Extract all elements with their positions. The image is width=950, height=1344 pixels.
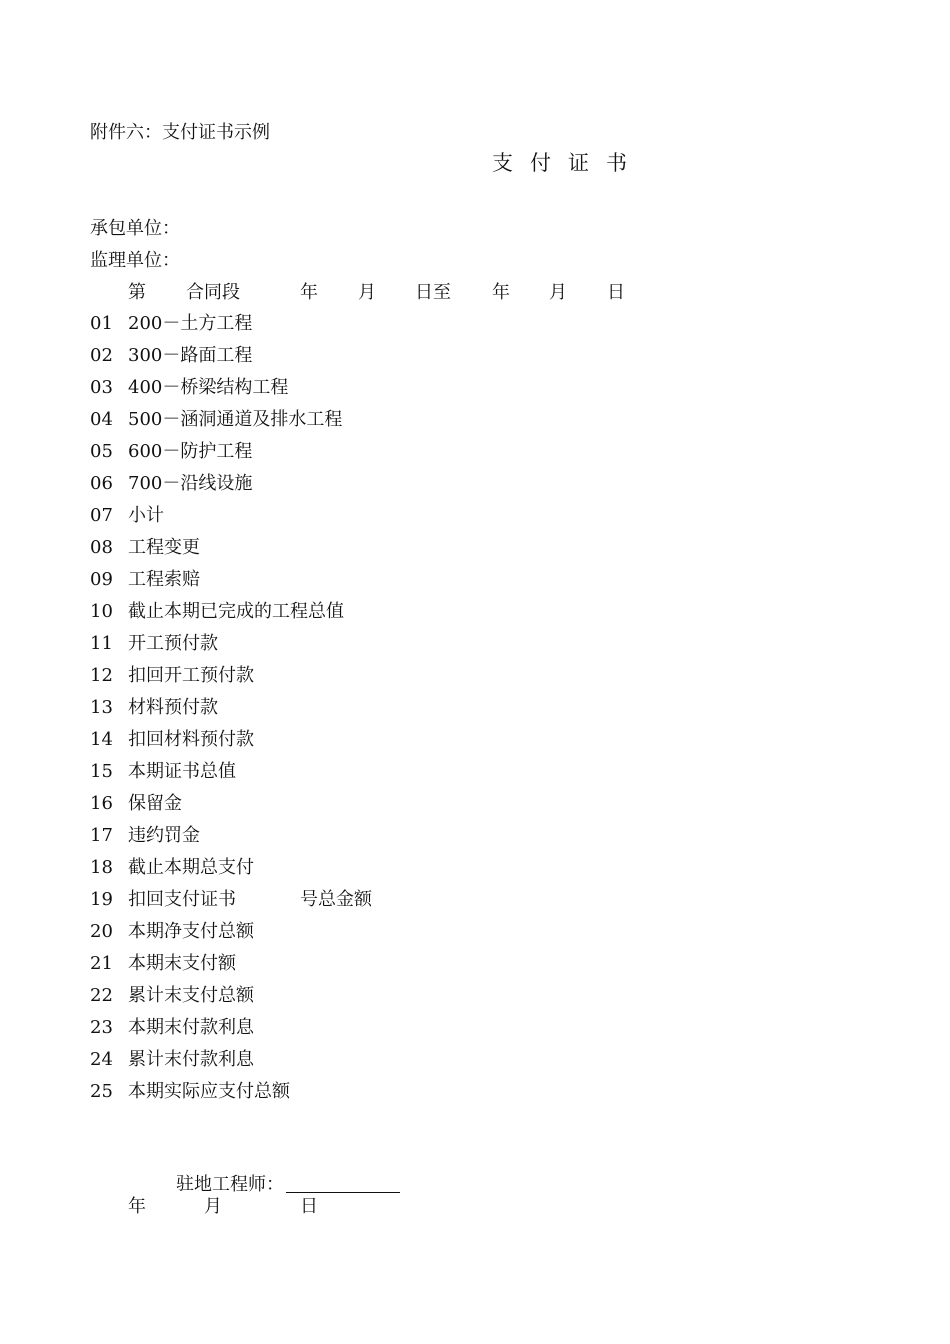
engineer-signature [176, 1174, 400, 1194]
item-label: 本期证书总值 [128, 761, 236, 782]
item-label: 截止本期总支付 [128, 857, 254, 878]
signature-date-line [0, 1198, 950, 1222]
item-number: 24 [90, 1049, 113, 1070]
item-label: 扣回材料预付款 [128, 729, 254, 750]
item-number: 02 [90, 345, 113, 366]
period-year-end: 年 [492, 282, 510, 303]
item-number: 04 [90, 409, 113, 430]
engineer-label: 驻地工程师： [176, 1174, 284, 1195]
item-number: 15 [90, 761, 113, 782]
item-label: 本期末付款利息 [128, 1017, 254, 1038]
item-label: 600－防护工程 [128, 441, 253, 462]
item-label: 保留金 [128, 793, 182, 814]
item-number: 05 [90, 441, 113, 462]
item-label: 开工预付款 [128, 633, 218, 654]
list-item [90, 891, 490, 915]
item-number: 11 [90, 633, 113, 654]
item-number: 13 [90, 697, 113, 718]
title-char: 书 [606, 151, 627, 175]
item-label: 累计末付款利息 [128, 1049, 254, 1070]
item-label: 300－路面工程 [128, 345, 253, 366]
item-number: 10 [90, 601, 113, 622]
title-char: 付 [530, 151, 551, 175]
item-label: 工程索赔 [128, 569, 200, 590]
item-number: 17 [90, 825, 113, 846]
period-year-start: 年 [300, 282, 318, 303]
item-number: 09 [90, 569, 113, 590]
signature-blank[interactable] [286, 1174, 400, 1193]
item-label: 本期末支付额 [128, 953, 236, 974]
item-number: 14 [90, 729, 113, 750]
item-label: 小计 [128, 505, 164, 526]
item-number: 21 [90, 953, 113, 974]
period-day-end: 日 [607, 282, 625, 303]
item-number: 18 [90, 857, 113, 878]
item-label: 违约罚金 [128, 825, 200, 846]
period-month-end: 月 [549, 282, 567, 303]
item-label: 500－涵洞通道及排水工程 [128, 409, 343, 430]
attachment-caption: 附件六：支付证书示例 [90, 122, 270, 143]
item-label: 累计末支付总额 [128, 985, 254, 1006]
item-number: 19 [90, 889, 113, 910]
item-label: 本期实际应支付总额 [128, 1081, 290, 1102]
signature-day: 日 [300, 1196, 318, 1217]
supervisor-label: 监理单位： [90, 250, 180, 271]
title-char: 证 [568, 151, 589, 175]
item-number: 25 [90, 1081, 113, 1102]
title-char: 支 [492, 151, 513, 175]
item-label: 工程变更 [128, 537, 200, 558]
period-di: 第 [128, 282, 146, 303]
period-month-start: 月 [358, 282, 376, 303]
item-number: 23 [90, 1017, 113, 1038]
item-label-suffix: 号总金额 [300, 889, 372, 910]
signature-month: 月 [204, 1196, 222, 1217]
item-number: 12 [90, 665, 113, 686]
period-line [0, 284, 950, 308]
item-label: 400－桥梁结构工程 [128, 377, 289, 398]
item-number: 08 [90, 537, 113, 558]
item-label: 本期净支付总额 [128, 921, 254, 942]
item-number: 20 [90, 921, 113, 942]
item-label: 200－土方工程 [128, 313, 253, 334]
item-label: 材料预付款 [128, 697, 218, 718]
item-label: 扣回支付证书 [128, 889, 236, 910]
period-day-to: 日至 [415, 282, 451, 303]
contractor-label: 承包单位： [90, 218, 180, 239]
item-number: 22 [90, 985, 113, 1006]
period-section: 合同段 [186, 282, 240, 303]
item-label: 扣回开工预付款 [128, 665, 254, 686]
document-title [492, 153, 627, 174]
item-number: 03 [90, 377, 113, 398]
item-number: 07 [90, 505, 113, 526]
item-label: 700－沿线设施 [128, 473, 253, 494]
item-number: 16 [90, 793, 113, 814]
item-number: 06 [90, 473, 113, 494]
item-number: 01 [90, 313, 113, 334]
item-label: 截止本期已完成的工程总值 [128, 601, 344, 622]
signature-year: 年 [128, 1196, 146, 1217]
